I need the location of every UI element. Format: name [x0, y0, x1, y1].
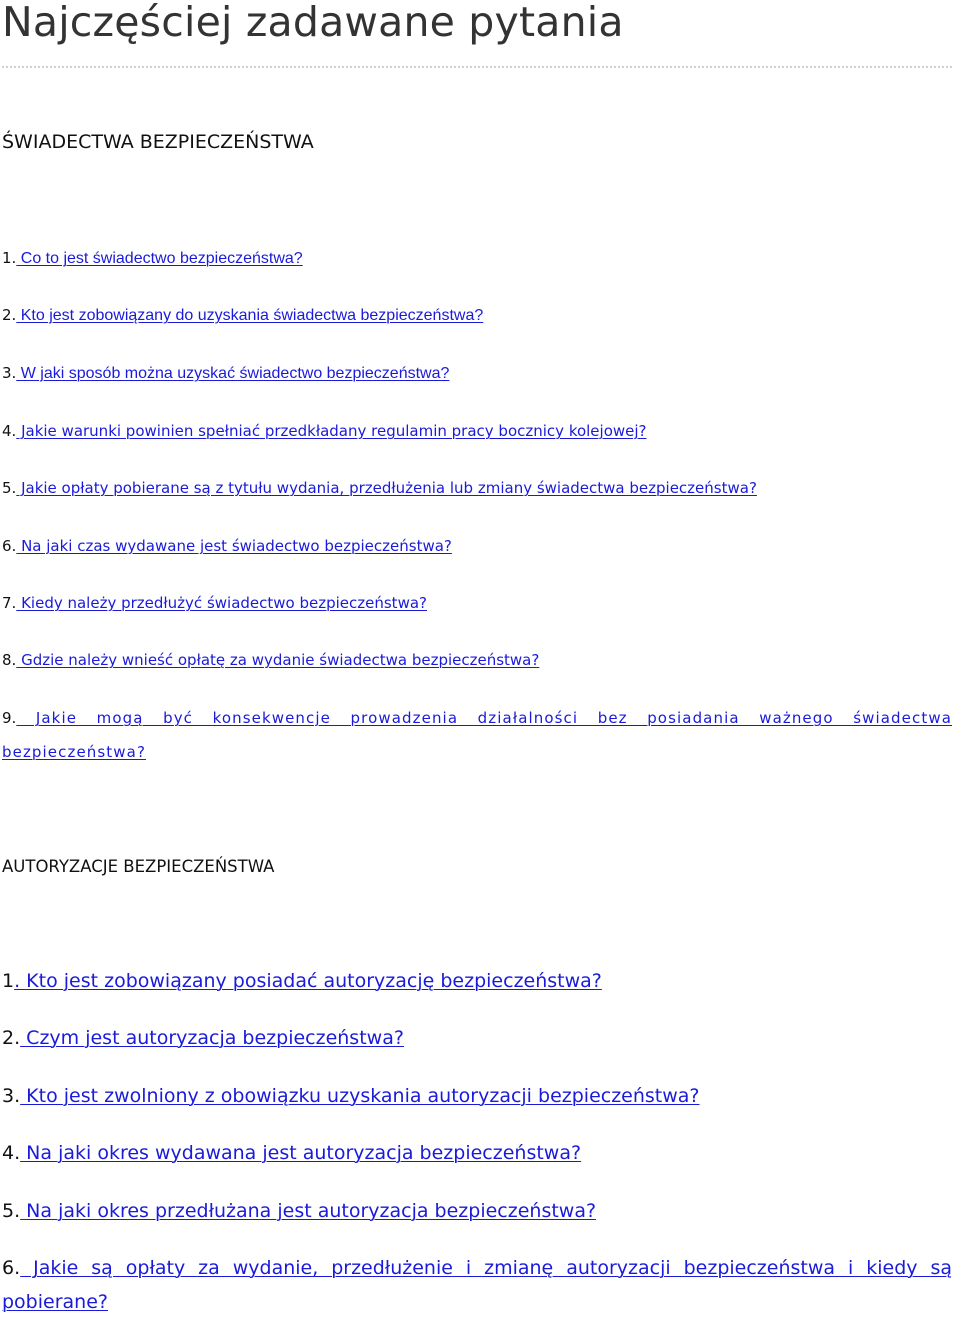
faq-link[interactable]: Jakie są opłaty za wydanie, przedłużenie i zmianę autoryzacji bezpieczeństwa i kiedy są pobierane?	[2, 1257, 952, 1313]
faq-item	[2, 1079, 952, 1113]
faq-item	[2, 1136, 952, 1170]
faq-link[interactable]: Na jaki czas wydawane jest świadectwo bezpieczeństwa?	[16, 537, 452, 555]
section-heading-swiadectwa: ŚWIADECTWA BEZPIECZEŃSTWA	[2, 131, 314, 153]
faq-item	[2, 650, 952, 670]
faq-number: 6.	[2, 1257, 21, 1279]
faq-number: 9.	[2, 709, 17, 727]
faq-link[interactable]: Kiedy należy przedłużyć świadectwo bezpieczeństwa?	[16, 594, 427, 612]
page-title: Najczęściej zadawane pytania	[2, 0, 624, 46]
faq-number: 2.	[2, 306, 17, 324]
faq-link[interactable]: Na jaki okres wydawana jest autoryzacja bezpieczeństwa?	[20, 1142, 582, 1164]
faq-link[interactable]: Co to jest świadectwo bezpieczeństwa?	[16, 250, 303, 267]
faq-item	[2, 1194, 952, 1228]
faq-number: 7.	[2, 594, 17, 612]
faq-link[interactable]: Czym jest autoryzacja bezpieczeństwa?	[20, 1027, 404, 1049]
faq-number: 6.	[2, 537, 17, 555]
faq-link[interactable]: Jakie opłaty pobierane są z tytułu wydania, przedłużenia lub zmiany świadectwa bezpieczeństwa?	[16, 479, 757, 497]
faq-item	[2, 1251, 952, 1319]
faq-link[interactable]: Na jaki okres przedłużana jest autoryzacja bezpieczeństwa?	[20, 1200, 597, 1222]
faq-link[interactable]: W jaki sposób można uzyskać świadectwo bezpieczeństwa?	[16, 365, 450, 382]
title-divider	[2, 66, 952, 68]
faq-number: 3.	[2, 1085, 21, 1107]
section-heading-autoryzacje: AUTORYZACJE BEZPIECZEŃSTWA	[2, 857, 275, 876]
faq-number: 5.	[2, 479, 17, 497]
faq-link[interactable]: Kto jest zobowiązany do uzyskania świadectwa bezpieczeństwa?	[16, 307, 484, 324]
faq-number: 4.	[2, 1142, 21, 1164]
faq-link[interactable]: Jakie warunki powinien spełniać przedkładany regulamin pracy bocznicy kolejowej?	[16, 422, 647, 440]
faq-item	[2, 1021, 952, 1055]
faq-item	[2, 701, 952, 769]
faq-item	[2, 478, 952, 498]
faq-link[interactable]: Jakie mogą być konsekwencje prowadzenia działalności bez posiadania ważnego świadectwa bezpieczeństwa?	[2, 709, 952, 761]
faq-number: 5.	[2, 1200, 21, 1222]
faq-item	[2, 964, 952, 998]
faq-link[interactable]: Kto jest zwolniony z obowiązku uzyskania autoryzacji bezpieczeństwa?	[20, 1085, 700, 1107]
faq-item	[2, 248, 952, 269]
faq-number: 2.	[2, 1027, 21, 1049]
faq-item	[2, 363, 952, 384]
faq-number: 1	[2, 970, 15, 992]
faq-link[interactable]: Gdzie należy wnieść opłatę za wydanie świadectwa bezpieczeństwa?	[16, 651, 540, 669]
faq-item	[2, 421, 952, 441]
faq-item	[2, 593, 952, 613]
faq-number: 8.	[2, 651, 17, 669]
faq-number: 1.	[2, 249, 17, 267]
faq-link[interactable]: . Kto jest zobowiązany posiadać autoryzację bezpieczeństwa?	[14, 970, 602, 992]
faq-number: 3.	[2, 364, 17, 382]
faq-number: 4.	[2, 422, 17, 440]
faq-item	[2, 536, 952, 556]
faq-item	[2, 305, 952, 326]
